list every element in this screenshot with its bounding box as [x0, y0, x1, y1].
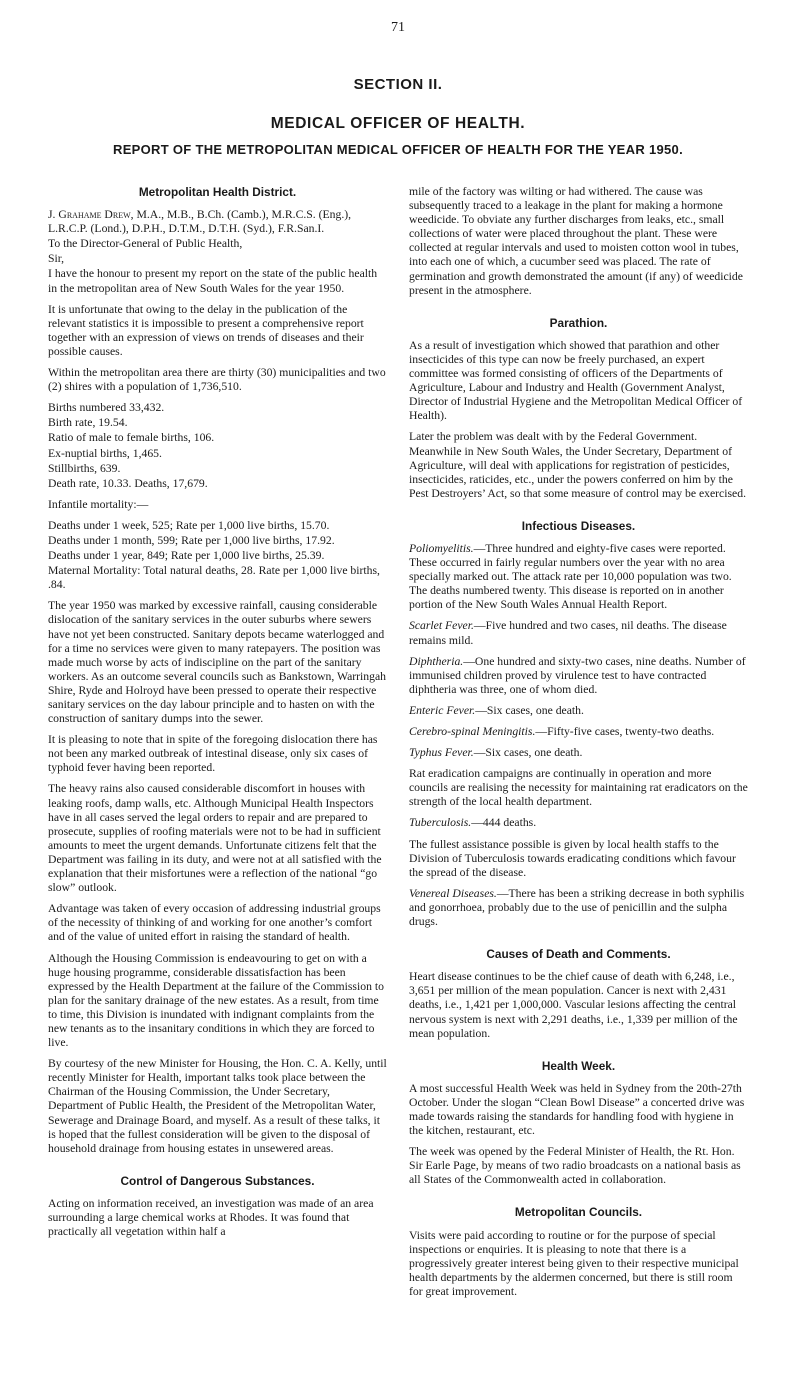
paragraph-control: Acting on information received, an investigation was made of an area surrounding a large chemical works at Rhodes. It was found that practically all vegetation within half a [48, 1196, 374, 1239]
disease-scarlet-fever: Scarlet Fever.—Five hundred and two cases, nil deaths. The disease remains mild. [409, 619, 727, 647]
paragraph-parathion-federal: Later the problem was dealt with by the Federal Government. Meanwhile in New South Wales, the Under Secretary, Department of Agriculture, will deal with applications for registration of pesticides, insecticides, raticides, etc., under the powers conferred on him by the Pest Destroyers’ Act, so that some measure of control may be exercised. [409, 430, 746, 500]
disease-label: Scarlet Fever. [409, 619, 474, 633]
district-heading: Metropolitan Health District. [138, 185, 297, 199]
paragraph-delay: It is unfortunate that owing to the delay in the publication of the relevant statistics it is impossible to present a comprehensive report together with an expression of views on trends of diseases and their possible causes. [48, 302, 364, 358]
paragraph-rat-eradication: Rat eradication campaigns are continually in operation and more councils are realising the necessity for maintaining rat eradicators on the strength of the local health department. [409, 767, 748, 809]
report-title: REPORT OF THE METROPOLITAN MEDICAL OFFICER OF HEALTH FOR THE YEAR 1950. [113, 142, 683, 157]
paragraph-weedicide: mile of the factory was wilting or had withered. The cause was subsequently traced to a leakage in the plant for making a hormone weedicide. To obviate any further discharges from leaks, etc., small collections of water were placed throughout the plant. These were collected at regular intervals and used to moisten cotton wool in tubes, into each one of which, a cucumber seed was placed. The rate of germination and growth demonstrated the amount (if any) of weedicide present in the atmosphere. [409, 185, 743, 297]
disease-meningitis: Cerebro-spinal Meningitis.—Fifty-five cases, twenty-two deaths. [409, 725, 715, 738]
stat-stillbirths: Stillbirths, 639. [48, 461, 121, 475]
stat-birth-rate: Birth rate, 19.54. [48, 416, 128, 430]
disease-label: Cerebro-spinal Meningitis. [409, 725, 536, 738]
infant-mortality-month: Deaths under 1 month, 599; Rate per 1,000 live births, 17.92. [48, 533, 335, 547]
section-title: SECTION II. [353, 76, 443, 93]
health-week-heading: Health Week. [541, 1058, 616, 1073]
paragraph-councils: Visits were paid according to routine or for the purpose of special inspections or enquiries. It is pleasing to note that there is a progressively greater interest being given to their respective municipal health departments by the aldermen concerned, but there is still room for great improvement. [409, 1228, 739, 1298]
paragraph-housing-commission: Although the Housing Commission is endeavouring to get on with a huge housing programme, considerable dissatisfaction has been expressed by the Health Department at the failure of the Commission to plan for the sanitary drainage of the new estates. As a result, from time to time, this Division is inundated with indignant complaints from the new tenants as to the insanitary conditions in which they are forced to live. [48, 951, 384, 1050]
stat-death-rate: Death rate, 10.33. Deaths, 17,679. [48, 476, 208, 490]
stat-exnuptial: Ex-nuptial births, 1,465. [48, 446, 162, 460]
paragraph-health-week: A most successful Health Week was held in Sydney from the 20th-27th October. Under the slogan “Clean Bowl Disease” a concerted drive was made towards raising the standards for handling food with hygiene in the kitchen, restaurant, etc. [409, 1081, 745, 1138]
disease-typhus: Typhus Fever.—Six cases, one death. [409, 746, 583, 760]
paragraph-health-week-opening: The week was opened by the Federal Minister of Health, the Rt. Hon. Sir Earle Page, by means of two radio broadcasts on a national basis as all States of the Commonwealth acted in collaboration. [409, 1145, 741, 1187]
paragraph-rainfall: The year 1950 was marked by excessive rainfall, causing considerable dislocation of the sanitary services in the outer suburbs where sewers have not yet been constructed. Sanitary depots became waterlogged and for a time no services were given to many ratepayers. The position was made much worse by acts of indiscipline on the part of the sanitary workers. As an outcome several councils such as Bankstown, Warringah Shire, Ryde and Holroyd have been pressed to operate their respective sanitary services on the day labour principle and to hasten on with the construction of sanitary dumps into the sewer. [48, 599, 387, 726]
disease-label: Poliomyelitis. [409, 541, 474, 555]
disease-label: Venereal Diseases. [409, 886, 497, 900]
right-column [409, 185, 748, 1306]
paragraph-causes: Heart disease continues to be the chief cause of death with 6,248, i.e., 3,651 per million of the mean population. Cancer is next with 2,431 deaths, i.e., 1,421 per 1,000,000. Vascular lesions affecting the central nervous system is next with 2,291 deaths, i.e., 1,339 per million of the mean population. [409, 970, 738, 1040]
disease-venereal: Venereal Diseases.—There has been a striking decrease in both syphilis and gonorrhoea, probably due to the use of penicillin and the sulpha drugs. [409, 886, 745, 929]
parathion-heading: Parathion. [549, 315, 608, 330]
paragraph-parathion-committee: As a result of investigation which showed that parathion and other insecticides of this type can now be freely purchased, an expert committee was formed consisting of officers of the Departments of Agriculture, Labour and Industry and Health (Government Analyst, Director of Industrial Hygiene and the Metropolitan Medical Officer of Health). [409, 338, 743, 423]
author-qualifications: M.A., M.B., B.Ch. (Camb.), M.R.C.S. (Eng.), L.R.C.P. (Lond.), D.P.H., D.T.M., D.T.H. (Syd.), F.R.San.I. [48, 208, 352, 236]
main-title: MEDICAL OFFICER OF HEALTH. [270, 115, 526, 132]
infectious-heading: Infectious Diseases. [521, 518, 636, 533]
disease-tuberculosis: Tuberculosis.—444 deaths. [409, 816, 537, 830]
infant-mortality-heading: Infantile mortality:— [48, 497, 149, 511]
paragraph-heavy-rains: The heavy rains also caused considerable discomfort in houses with leaking roofs, damp walls, etc. Although Municipal Health Inspectors have in all cases served the legal orders to repair and are prepared to prosecute, supplies of roofing materials were not to be had in sufficient amounts to meet the urgent demands. Unfortunate citizens felt that the Department was failing in its duty, and were not at all satisfied with the explanation that their misfortunes were a reflection of the national “go slow” outlook. [48, 782, 382, 895]
infant-mortality-week: Deaths under 1 week, 525; Rate per 1,000 live births, 15.70. [48, 518, 330, 532]
paragraph-intro: I have the honour to present my report on the state of the public health in the metropolitan area of New South Wales for the year 1950. [48, 267, 378, 295]
disease-label: Typhus Fever. [409, 746, 474, 760]
paragraph-typhoid: It is pleasing to note that in spite of the foregoing dislocation there has not been any marked outbreak of intestinal disease, only six cases of typhoid fever having been reported. [48, 733, 378, 775]
paragraph-population: Within the metropolitan area there are thirty (30) municipalities and two (2) shires with a population of 1,736,510. [48, 366, 386, 394]
paragraph-housing-talks: By courtesy of the new Minister for Housing, the Hon. C. A. Kelly, until recently Minister for Health, important talks took place between the Chairman of the Housing Commission, the Under Secretary, Department of Public Health, the President of the Metropolitan Water, Sewerage and Drainage Board, and myself. As a result of these talks, it is hoped that the fullest consideration will be given to the disposal of household drainage from housing estates in unsewered areas. [48, 1057, 387, 1155]
disease-label: Enteric Fever. [409, 703, 476, 717]
addressee: To the Director-General of Public Health, [48, 237, 243, 251]
author-name: J. Grahame Drew, [48, 208, 134, 222]
disease-label: Tuberculosis. [409, 816, 472, 830]
disease-enteric-fever: Enteric Fever.—Six cases, one death. [409, 703, 584, 717]
disease-diphtheria: Diphtheria.—One hundred and sixty-two cases, nine deaths. Number of immunised children proved by virulence test to have contracted diphtheria was three, one of whom died. [409, 654, 746, 696]
disease-label: Diphtheria. [409, 654, 464, 668]
councils-heading: Metropolitan Councils. [514, 1205, 643, 1220]
control-heading: Control of Dangerous Substances. [120, 1173, 315, 1188]
salutation: Sir, [48, 252, 65, 266]
stat-births: Births numbered 33,432. [48, 401, 165, 415]
paragraph-tuberculosis: The fullest assistance possible is given by local health staffs to the Division of Tuberculosis towards eradicating conditions which favour the spread of the disease. [409, 837, 736, 879]
two-column-body [48, 185, 748, 1306]
paragraph-industrial-groups: Advantage was taken of every occasion of addressing industrial groups of the necessity of thinking of and working for one another’s comfort and of the value of united effort in raising the standard of health. [48, 902, 381, 944]
stat-sex-ratio: Ratio of male to female births, 106. [48, 431, 215, 445]
causes-heading: Causes of Death and Comments. [486, 947, 671, 962]
infant-mortality-year: Deaths under 1 year, 849; Rate per 1,000 live births, 25.39. [48, 549, 325, 563]
maternal-mortality: Maternal Mortality: Total natural deaths, 28. Rate per 1,000 live births, .84. [48, 564, 380, 592]
page-number: 71 [391, 20, 405, 35]
author-line [48, 208, 387, 236]
left-column [48, 185, 387, 1306]
disease-poliomyelitis: Poliomyelitis.—Three hundred and eighty-five cases were reported. These occurred in fairly regular numbers over the year with no area specially marked out. The attack rate per 10,000 population was two. The deaths numbered twenty. This disease is reported on in another portion of the New South Wales Annual Health Report. [409, 541, 732, 612]
